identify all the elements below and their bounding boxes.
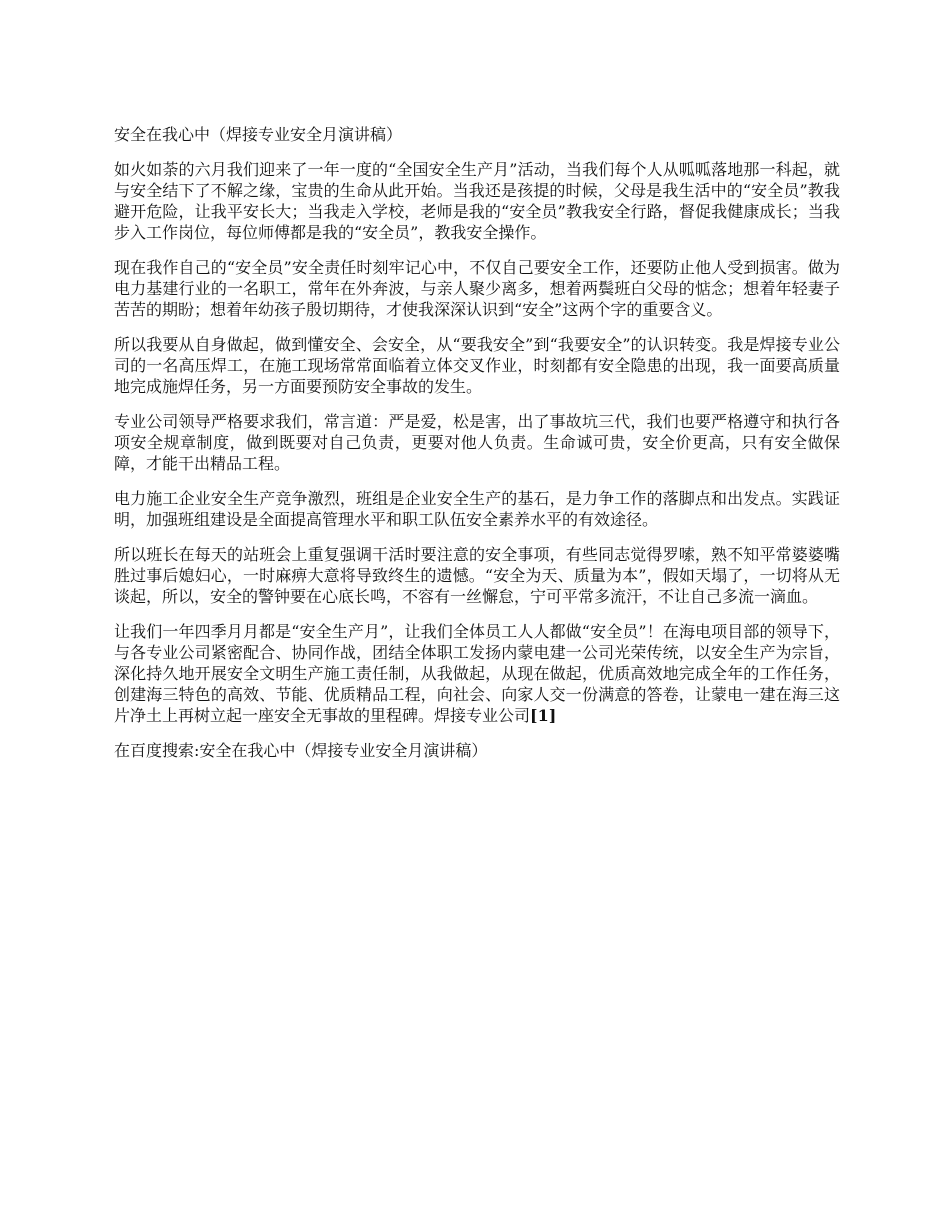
paragraph-6: 所以班长在每天的站班会上重复强调干活时要注意的安全事项，有些同志觉得罗嗦，熟不知平常婆婆嘴胜过事后媳妇心，一时麻痹大意将导致终生的遗憾。“安全为天、质量为本”，假如天塌了，一切将从无谈起，所以，安全的警钟要在心底长鸣，不容有一丝懈怠，宁可平常多流汗，不让自己多流一滴血。 bbox=[114, 545, 840, 606]
paragraph-7 bbox=[114, 621, 840, 726]
paragraph-7-text: 让我们一年四季月月都是“安全生产月”，让我们全体员工人人都做“安全员”！在海电项目部的领导下，与各专业公司紧密配合、协同作战，团结全体职工发扬内蒙电建一公司光荣传统，以安全生产为宗旨，深化持久地开展安全文明生产施工责任制，从我做起，从现在做起，优质高效地完成全年的工作任务，创建海三特色的高效、节能、优质精品工程，向社会、向家人交一份满意的答卷，让蒙电一建在海三这片净土上再树立起一座安全无事故的里程碑。焊接专业公司 bbox=[114, 622, 840, 725]
paragraph-3: 所以我要从自身做起，做到懂安全、会安全，从“要我安全”到“我要安全”的认识转变。我是焊接专业公司的一名高压焊工，在施工现场常常面临着立体交叉作业，时刻都有安全隐患的出现，我一面要高质量地完成施焊任务，另一方面要预防安全事故的发生。 bbox=[114, 335, 840, 396]
paragraph-4: 专业公司领导严格要求我们，常言道：严是爱，松是害，出了事故坑三代，我们也要严格遵守和执行各项安全规章制度，做到既要对自己负责，更要对他人负责。生命诚可贵，安全价更高，只有安全做保障，才能干出精品工程。 bbox=[114, 412, 840, 473]
document-page bbox=[114, 124, 840, 761]
footnote-marker[interactable]: [1] bbox=[530, 706, 557, 725]
paragraph-2: 现在我作自己的“安全员”安全责任时刻牢记心中，不仅自己要安全工作，还要防止他人受到损害。做为电力基建行业的一名职工，常年在外奔波，与亲人聚少离多，想着两鬓班白父母的惦念；想着年轻妻子苦苦的期盼；想着年幼孩子殷切期待，才使我深深认识到“安全”这两个字的重要含义。 bbox=[114, 258, 840, 319]
search-line[interactable]: 在百度搜索:安全在我心中（焊接专业安全月演讲稿） bbox=[114, 741, 488, 760]
paragraph-1: 如火如荼的六月我们迎来了一年一度的“全国安全生产月”活动，当我们每个人从呱呱落地那一科起，就与安全结下了不解之缘，宝贵的生命从此开始。当我还是孩提的时候，父母是我生活中的“安全员”教我避开危险，让我平安长大；当我走入学校，老师是我的“安全员”教我安全行路，督促我健康成长；当我步入工作岗位，每位师傅都是我的“安全员”，教我安全操作。 bbox=[114, 160, 840, 242]
paragraph-5: 电力施工企业安全生产竞争激烈，班组是企业安全生产的基石，是力争工作的落脚点和出发点。实践证明，加强班组建设是全面提高管理水平和职工队伍安全素养水平的有效途径。 bbox=[114, 489, 840, 529]
document-title: 安全在我心中（焊接专业安全月演讲稿） bbox=[114, 125, 403, 144]
